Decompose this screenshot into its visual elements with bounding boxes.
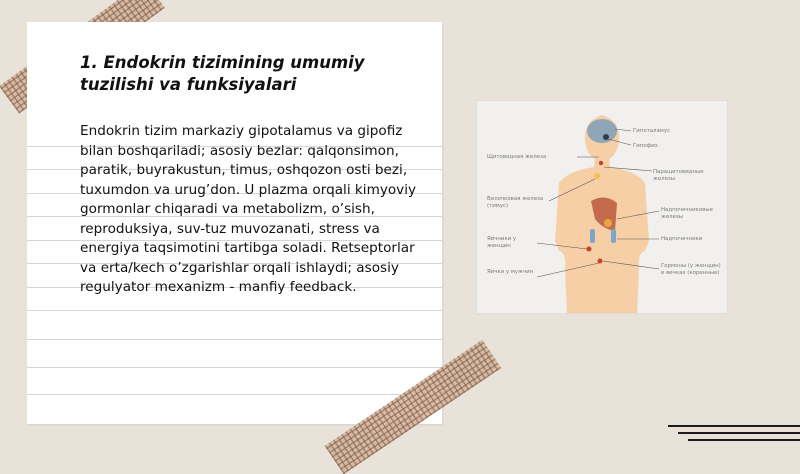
ruled-line xyxy=(27,310,442,311)
decorative-line xyxy=(688,439,800,441)
gland-mark xyxy=(598,259,603,264)
kidney-mark xyxy=(611,229,616,243)
ruled-line xyxy=(27,339,442,340)
slide-body-text: Endokrin tizim markaziy gipotalamus va gipofiz bilan boshqariladi; asosiy bezlar: qalqonsimon, paratik, buyrakustun, timus, oshqozon osti bezi, tuxumdon va urug’don. U plazma orqali kimyoviy gormonlar chiqaradi va metabolizm, o’sish, reproduksiya, suv-tuz muvozanati, stress va energiya taqsimotini tartibga soladi. Retseptorlar va erta/kech o’zgarishlar orqali ishlaydi; asosiy regulyator mexanizm - manfiy feedback. xyxy=(80,123,417,295)
brain-shape xyxy=(587,119,617,143)
figure-label-right: Надпочечники xyxy=(661,236,703,242)
figure-label-left: Яички у мужчин xyxy=(487,269,534,275)
figure-label-right: Надпочечниковые железы xyxy=(661,207,713,220)
figure-label-right: Гипофиз xyxy=(633,143,658,149)
decorative-line xyxy=(678,432,800,434)
thymus-mark xyxy=(594,173,600,179)
figure-label-left: Яичники у женщин xyxy=(487,236,517,249)
figure-label-left: Щитовидная железа xyxy=(487,154,547,160)
figure-label-right: Гипоталамус xyxy=(633,128,671,134)
pancreas-mark xyxy=(604,219,612,227)
figure-label-right: Гормоны (у женщин) в яичках (коренные) xyxy=(661,263,721,276)
ruled-line xyxy=(27,394,442,395)
slide-title: 1. Endokrin tizimining umumiy tuzilishi va funksiyalari xyxy=(80,53,365,94)
kidney-mark xyxy=(590,229,595,243)
figure-label-left: Вилочковая железа (тимус) xyxy=(487,196,544,209)
endocrine-system-illustration xyxy=(476,100,728,314)
ruled-line xyxy=(27,367,442,368)
gland-mark xyxy=(587,247,592,252)
thyroid-mark xyxy=(599,161,603,165)
decorative-line xyxy=(668,425,800,427)
figure-label-right: Паращитовидные железы xyxy=(653,169,704,182)
